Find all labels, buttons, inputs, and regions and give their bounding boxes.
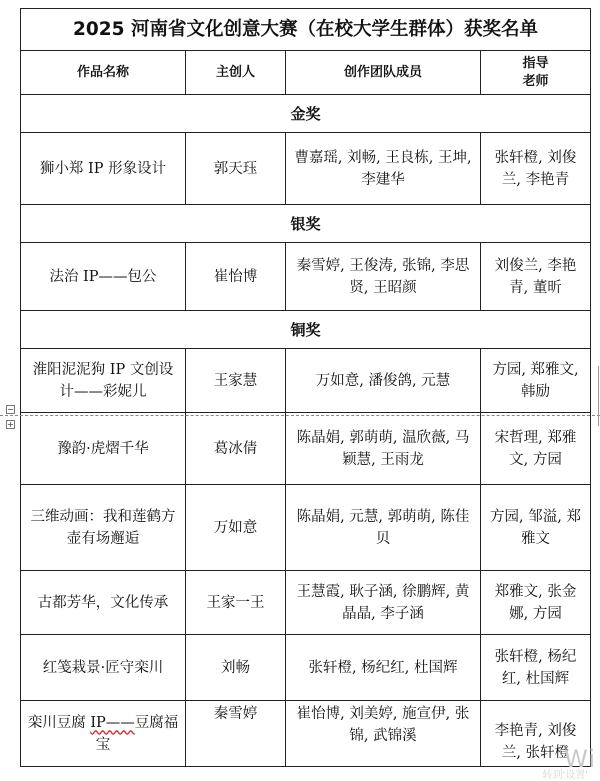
- team-members-cell: 陈晶娟, 元慧, 郭萌萌, 陈佳贝: [286, 485, 481, 571]
- table-row: [21, 571, 591, 635]
- work-name-cell: 三维动画：我和莲鹤方壶有场邂逅: [21, 485, 186, 571]
- advisor-cell: 刘俊兰, 李艳青, 董昕: [481, 243, 591, 311]
- spellcheck-underlined-text: IP——: [90, 714, 135, 731]
- lead-creator-cell: 刘畅: [186, 635, 286, 701]
- award-label-bronze: 铜奖: [21, 311, 591, 349]
- table-row: [21, 133, 591, 205]
- table-header-row: [21, 51, 591, 95]
- table-row: [21, 635, 591, 701]
- lead-creator-cell: 万如意: [186, 485, 286, 571]
- team-members-cell: 崔怡博, 刘美婷, 施宣伊, 张锦, 武锦溪: [286, 701, 481, 767]
- collapse-icon[interactable]: −: [7, 405, 14, 414]
- lead-creator-cell: 郭天珏: [186, 133, 286, 205]
- award-section-row: [21, 205, 591, 243]
- header-advisor: 指导 老师: [481, 51, 591, 95]
- table-row: [21, 485, 591, 571]
- advisor-cell: 郑雅文, 张金娜, 方园: [481, 571, 591, 635]
- team-members-cell: 陈晶娟, 郭萌萌, 温欣薇, 马颖慧, 王雨龙: [286, 413, 481, 485]
- header-work-name: 作品名称: [21, 51, 186, 95]
- award-label-gold: 金奖: [21, 95, 591, 133]
- lead-creator-cell: 秦雪婷: [186, 701, 286, 767]
- team-members-cell: 万如意, 潘俊鸽, 元慧: [286, 349, 481, 413]
- lead-creator-cell: 王家慧: [186, 349, 286, 413]
- work-name-prefix: 栾川豆腐: [27, 714, 91, 731]
- expand-icon[interactable]: +: [7, 420, 14, 429]
- team-members-cell: 秦雪婷, 王俊涛, 张锦, 李思贤, 王昭颜: [286, 243, 481, 311]
- work-name-cell: 豫韵·虎熠千华: [21, 413, 186, 485]
- work-name-cell: [21, 701, 186, 767]
- team-members-cell: 张轩橙, 杨纪红, 杜国辉: [286, 635, 481, 701]
- header-team-members: 创作团队成员: [286, 51, 481, 95]
- work-name-cell: 法治 IP——包公: [21, 243, 186, 311]
- team-members-cell: 曹嘉瑶, 刘畅, 王良栋, 王坤, 李建华: [286, 133, 481, 205]
- table-row: [21, 701, 591, 767]
- advisor-cell: 李艳青, 刘俊兰, 张轩橙: [481, 701, 591, 767]
- page-break-line: [0, 415, 600, 416]
- header-lead-creator: 主创人: [186, 51, 286, 95]
- table-row: [21, 413, 591, 485]
- award-section-row: [21, 95, 591, 133]
- table-row: [21, 243, 591, 311]
- activation-watermark-hint: 转到'设置': [542, 770, 588, 781]
- advisor-cell: 方园, 郑雅文, 韩励: [481, 349, 591, 413]
- document-title: 2025 河南省文化创意大赛（在校大学生群体）获奖名单: [21, 9, 591, 51]
- work-name-cell: 淮阳泥泥狗 IP 文创设计——彩妮儿: [21, 349, 186, 413]
- advisor-cell: 方园, 邹溢, 郑雅文: [481, 485, 591, 571]
- work-name-cell: 红笺栽景·匠守栾川: [21, 635, 186, 701]
- team-members-cell: 王慧霞, 耿子涵, 徐鹏辉, 黄晶晶, 李子涵: [286, 571, 481, 635]
- lead-creator-cell: 崔怡博: [186, 243, 286, 311]
- advisor-cell: 张轩橙, 刘俊兰, 李艳青: [481, 133, 591, 205]
- award-list-table: [20, 8, 591, 767]
- advisor-cell: 宋哲理, 郑雅文, 方园: [481, 413, 591, 485]
- work-name-suffix: 豆腐福宝: [95, 714, 179, 753]
- table-row: [21, 349, 591, 413]
- award-section-row: [21, 311, 591, 349]
- award-label-silver: 银奖: [21, 205, 591, 243]
- work-name-cell: 狮小郑 IP 形象设计: [21, 133, 186, 205]
- activation-watermark: Wi: [564, 745, 596, 773]
- lead-creator-cell: 王家一王: [186, 571, 286, 635]
- work-name-cell: 古都芳华，文化传承: [21, 571, 186, 635]
- lead-creator-cell: 葛冰倩: [186, 413, 286, 485]
- advisor-cell: 张轩橙, 杨纪红, 杜国辉: [481, 635, 591, 701]
